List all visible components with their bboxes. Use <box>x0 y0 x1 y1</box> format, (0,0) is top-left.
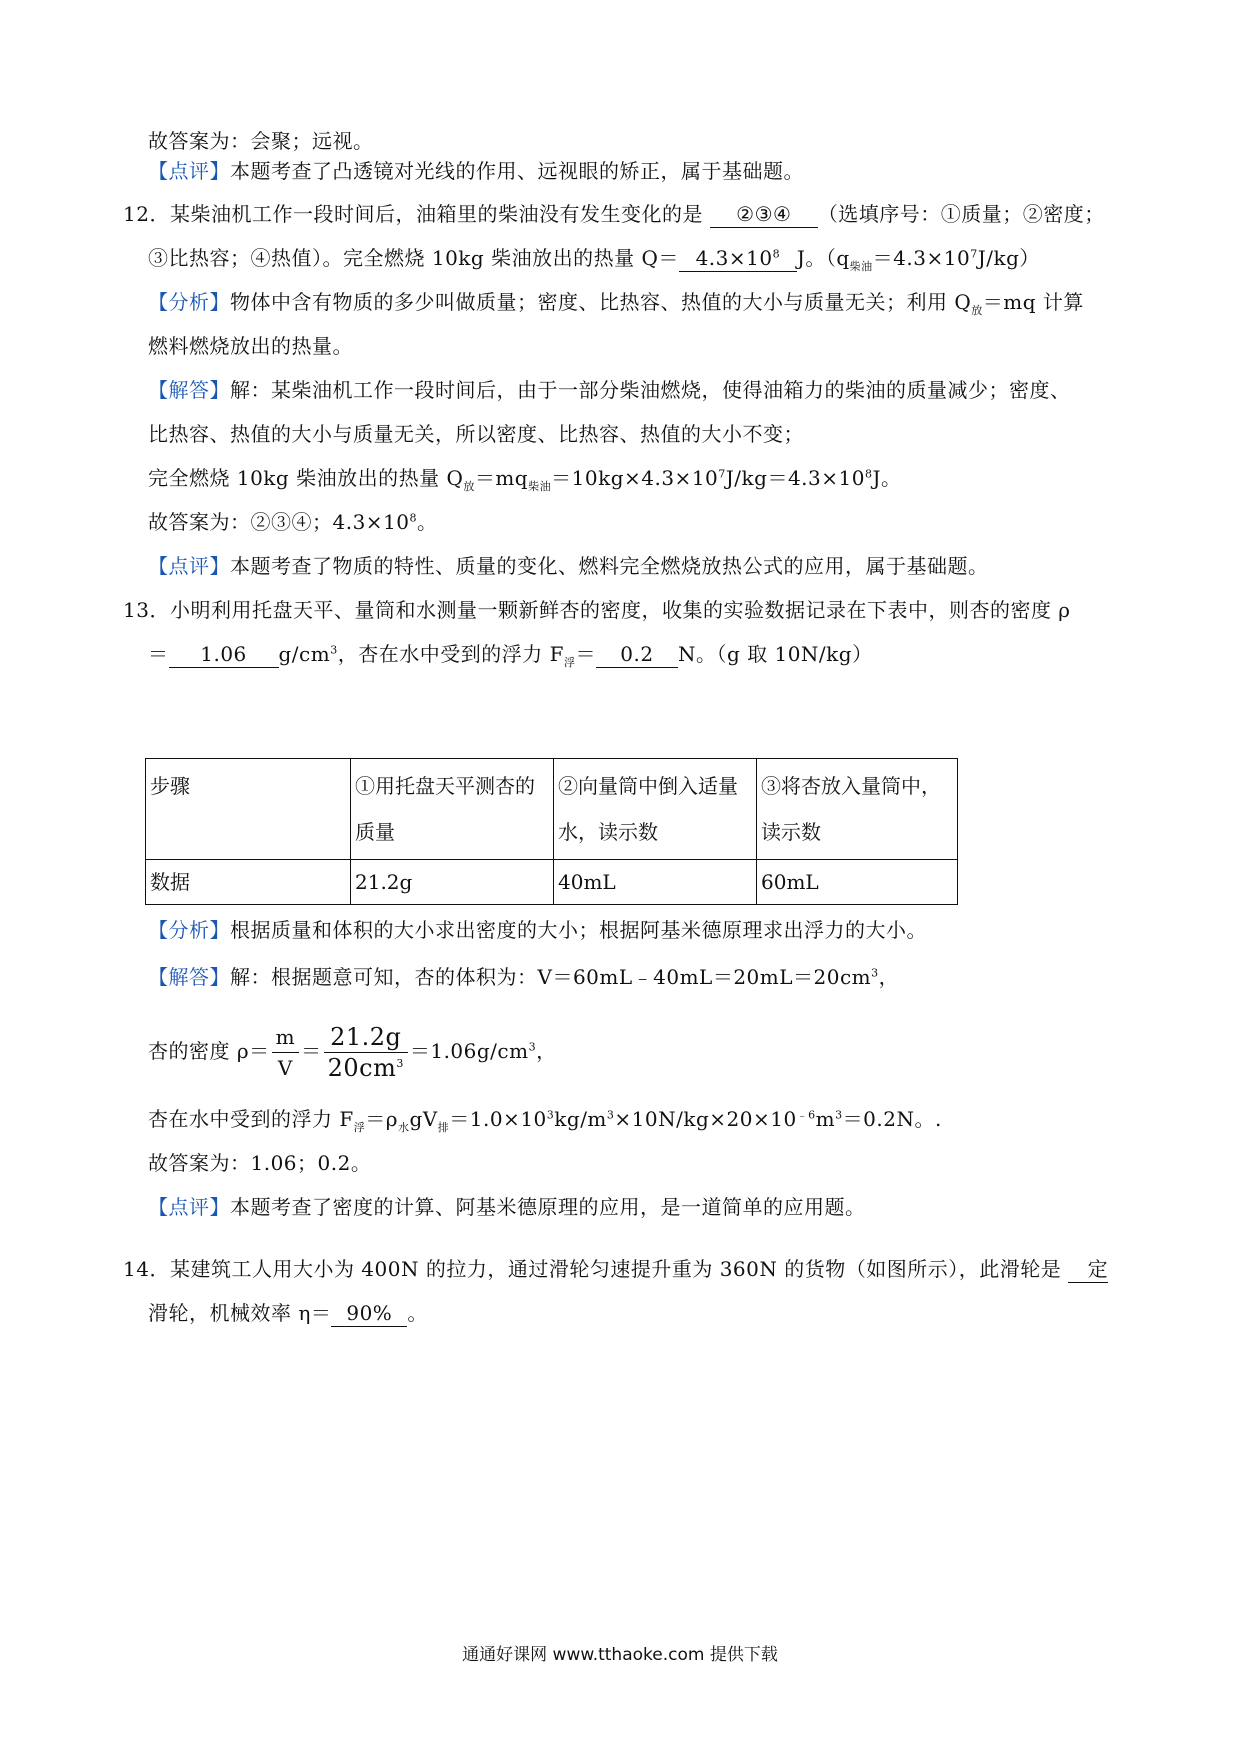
q13-density-formula <box>148 1020 557 1083</box>
fraction-denominator <box>324 1053 408 1083</box>
q12-analysis-c: 燃料燃烧放出的热量。 <box>148 334 353 358</box>
experiment-data-table <box>145 758 958 905</box>
q12-stem-e: ＝4.3×10 <box>872 246 971 270</box>
q13-solution-a-end: ， <box>878 965 900 989</box>
analysis-tag: 【分析】 <box>148 290 230 314</box>
density-result-exp: 3 <box>528 1040 537 1054</box>
question-number: 12． <box>123 202 170 226</box>
q11-answer-text: 故答案为：会聚；远视。 <box>148 129 374 153</box>
q12-stem-e-exp: 7 <box>970 247 978 261</box>
q12-analysis-a: 物体中含有物质的多少叫做质量；密度、比热容、热值的大小与质量无关；利用 Q <box>230 290 972 314</box>
buoy-sub2: 水 <box>398 1121 410 1134</box>
q13-comment <box>148 1192 866 1222</box>
q12-stem-line2 <box>148 243 1040 273</box>
fraction-values <box>324 1022 408 1083</box>
q13-stem-d-sub: 浮 <box>563 656 576 669</box>
buoy-g: m <box>815 1107 836 1131</box>
density-prefix: 杏的密度 ρ＝ <box>148 1039 270 1063</box>
table-cell: ③将杏放入量筒中，读示数 <box>757 759 958 860</box>
q12-solution-c2: ＝mq <box>474 466 529 490</box>
q12-comment <box>148 551 989 581</box>
table-cell: 数据 <box>146 860 351 905</box>
q12-solution-line3 <box>148 463 902 493</box>
table-row <box>146 860 958 905</box>
q12-analysis-b: ＝mq 计算 <box>982 290 1084 314</box>
comment-tag: 【点评】 <box>148 159 230 183</box>
density-end: ， <box>536 1039 557 1063</box>
q13-stem-f: N。（g 取 10N/kg） <box>677 642 873 666</box>
comment-tag: 【点评】 <box>148 554 230 578</box>
q12-solution-b: 比热容、热值的大小与质量无关，所以密度、比热容、热值的大小不变； <box>148 422 804 446</box>
table-cell: 21.2g <box>351 860 554 905</box>
equals-sign: ＝ <box>301 1039 322 1063</box>
q12-stem-d: J。（q <box>796 246 850 270</box>
buoy-exp1: 3 <box>546 1108 555 1122</box>
q12-solution-c-exp1: 7 <box>718 467 726 481</box>
comment-tag: 【点评】 <box>148 1195 230 1219</box>
q13-stem-d: ，杏在水中受到的浮力 F <box>337 642 564 666</box>
table-cell: ②向量筒中倒入适量水，读示数 <box>554 759 757 860</box>
buoy-e: kg/m <box>554 1107 607 1131</box>
q13-answer-text: 故答案为：1.06；0.2。 <box>148 1151 372 1175</box>
q12-solution-c4: J/kg＝4.3×10 <box>725 466 865 490</box>
q13-stem-line2 <box>148 639 873 669</box>
table-cell: 步骤 <box>146 759 351 860</box>
q13-stem-c: g/cm <box>278 642 331 666</box>
q13-comment-text: 本题考查了密度的计算、阿基米德原理的应用，是一道简单的应用题。 <box>230 1195 866 1219</box>
buoy-exp4: 3 <box>835 1108 843 1122</box>
fraction-numerator: 21.2g <box>324 1022 408 1053</box>
buoy-h: ＝0.2N。. <box>842 1107 942 1131</box>
q14-blank1: 定 <box>1068 1256 1108 1283</box>
q13-answer <box>148 1148 371 1178</box>
q12-answer-b: 。 <box>417 510 438 534</box>
q13-stem-a: 小明利用托盘天平、量筒和水测量一颗新鲜杏的密度，收集的实验数据记录在下表中，则杏的密度 ρ <box>169 598 1071 622</box>
table-row <box>146 759 958 860</box>
q13-blank1: 1.06 <box>169 641 279 668</box>
density-result: ＝1.06g/cm <box>409 1039 529 1063</box>
table-cell: 40mL <box>554 860 757 905</box>
q14-stem-b: 滑轮，机械效率 η＝ <box>148 1301 332 1325</box>
q12-answer <box>148 507 438 537</box>
q12-analysis-sub: 放 <box>971 304 983 317</box>
q12-solution-c1: 完全燃烧 10kg 柴油放出的热量 Q <box>148 466 464 490</box>
fraction-numerator: m <box>272 1022 299 1053</box>
q13-stem-line1 <box>123 595 1071 625</box>
q13-solution-a-exp: 3 <box>871 966 879 980</box>
q12-analysis-line2 <box>148 331 353 361</box>
q12-analysis-line1 <box>148 287 1084 317</box>
q13-solution-line1 <box>148 962 899 992</box>
q14-stem-a: 某建筑工人用大小为 400N 的拉力，通过滑轮匀速提升重为 360N 的货物（如图所示），此滑轮是 <box>169 1257 1062 1281</box>
solution-tag: 【解答】 <box>148 965 230 989</box>
q12-stem-b: （选填序号：①质量；②密度； <box>817 202 1105 226</box>
buoy-f: ×10N/kg×20×10 <box>614 1107 797 1131</box>
question-number: 14． <box>123 1257 170 1281</box>
q11-comment-text: 本题考查了凸透镜对光线的作用、远视眼的矫正，属于基础题。 <box>230 159 804 183</box>
solution-tag: 【解答】 <box>148 378 230 402</box>
q12-stem-line1 <box>123 199 1105 229</box>
buoy-sub1: 浮 <box>353 1121 366 1134</box>
buoy-exp2: 3 <box>606 1108 615 1122</box>
q12-solution-c-sub1: 放 <box>463 480 475 493</box>
q11-answer <box>148 126 374 156</box>
q13-stem-c-exp: 3 <box>330 643 338 657</box>
fraction-m-over-v <box>272 1022 299 1083</box>
q12-blank2-value: 4.3×10 <box>695 246 773 270</box>
q12-comment-text: 本题考查了物质的特性、质量的变化、燃料完全燃烧放热公式的应用，属于基础题。 <box>230 554 989 578</box>
buoy-b: ＝ρ <box>365 1107 398 1131</box>
q13-stem-e: ＝ <box>575 642 596 666</box>
q12-solution-a: 解：某柴油机工作一段时间后，由于一部分柴油燃烧，使得油箱力的柴油的质量减少；密度、 <box>230 378 1071 402</box>
buoy-d: ＝1.0×10 <box>449 1107 547 1131</box>
q12-stem-c: ③比热容；④热值）。完全燃烧 10kg 柴油放出的热量 Q＝ <box>148 246 679 270</box>
q12-solution-line1 <box>148 375 1071 405</box>
q12-blank2 <box>679 245 797 272</box>
q12-solution-c-exp2: 8 <box>864 467 873 481</box>
table-cell: ①用托盘天平测杏的质量 <box>351 759 554 860</box>
table-cell: 60mL <box>757 860 958 905</box>
q12-blank2-exp: 8 <box>772 247 781 261</box>
q12-solution-c5: J。 <box>872 466 902 490</box>
fraction-denominator-exp: 3 <box>396 1057 404 1070</box>
q12-stem-d-sub: 柴油 <box>849 260 873 273</box>
buoy-exp3: ﹣6 <box>796 1108 816 1122</box>
q13-analysis <box>148 915 927 945</box>
q12-answer-a: 故答案为：②③④；4.3×10 <box>148 510 410 534</box>
q12-answer-exp: 8 <box>409 511 418 525</box>
q11-comment <box>148 156 804 186</box>
q12-blank1: ②③④ <box>710 201 818 228</box>
q12-stem-a: 某柴油机工作一段时间后，油箱里的柴油没有发生变化的是 <box>169 202 703 226</box>
q12-solution-line2 <box>148 419 804 449</box>
q12-solution-c-sub2: 柴油 <box>528 480 552 493</box>
fraction-denominator: V <box>277 1056 293 1080</box>
q14-stem-line1 <box>123 1254 1108 1284</box>
page-footer: 通通好课网 www.tthaoke.com 提供下载 <box>462 1645 778 1665</box>
buoy-sub3: 排 <box>437 1121 450 1134</box>
q14-stem-c: 。 <box>407 1301 428 1325</box>
buoy-c: gV <box>409 1107 438 1131</box>
fraction-denominator-value: 20cm <box>327 1054 397 1082</box>
q13-buoyancy-line <box>148 1104 942 1134</box>
analysis-tag: 【分析】 <box>148 918 230 942</box>
q13-solution-a: 解：根据题意可知，杏的体积为：V＝60mL﹣40mL＝20mL＝20cm <box>230 965 872 989</box>
buoy-a: 杏在水中受到的浮力 F <box>148 1107 354 1131</box>
q14-stem-line2 <box>148 1298 428 1328</box>
q12-solution-c3: ＝10kg×4.3×10 <box>551 466 719 490</box>
q13-analysis-text: 根据质量和体积的大小求出密度的大小；根据阿基米德原理求出浮力的大小。 <box>230 918 927 942</box>
q13-blank2: 0.2 <box>596 641 678 668</box>
question-number: 13． <box>123 598 170 622</box>
q13-stem-b: ＝ <box>148 642 169 666</box>
q12-stem-f: J/kg） <box>977 246 1040 270</box>
q14-blank2: 90% <box>331 1300 407 1327</box>
